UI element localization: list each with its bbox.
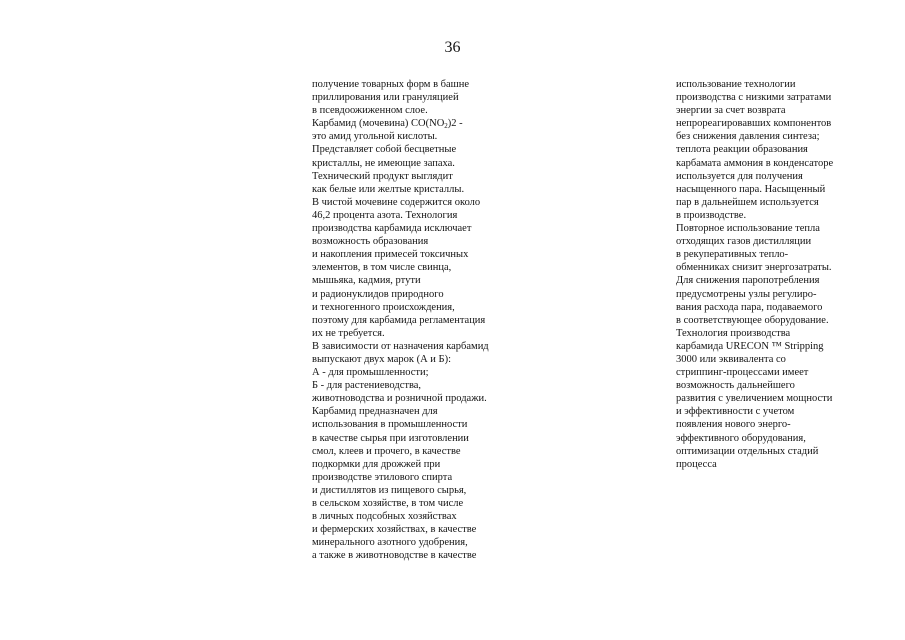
- text-line: обменниках снизит энергозатраты.: [676, 262, 832, 274]
- text-line: производства с низкими затратами: [676, 92, 832, 104]
- text-line: возможность дальнейшего: [676, 380, 795, 392]
- text-line: использования в промышленности: [312, 419, 468, 431]
- text-line: Представляет собой бесцветные: [312, 144, 457, 156]
- text-line: Технический продукт выглядит: [312, 170, 453, 182]
- text-line: производстве этилового спирта: [312, 471, 453, 483]
- text-line: теплота реакции образования: [676, 144, 808, 156]
- text-line: насыщенного пара. Насыщенный: [676, 183, 826, 195]
- text-line: Повторное использование тепла: [676, 223, 820, 235]
- text-line: без снижения давления синтеза;: [676, 131, 820, 143]
- text-line: поэтому для карбамида регламентация: [312, 314, 486, 326]
- text-line: элементов, в том числе свинца,: [312, 262, 452, 274]
- text-line: предусмотрены узлы регулиро-: [676, 288, 817, 300]
- text-line: Карбамид предназначен для: [312, 406, 438, 418]
- text-line: развития с увеличением мощности: [676, 393, 833, 405]
- text-line: пар в дальнейшем используется: [676, 196, 819, 208]
- text-line: и техногенного происхождения,: [312, 301, 455, 313]
- text-line: это амид угольной кислоты.: [312, 131, 438, 143]
- text-line: в псевдоожиженном слое.: [312, 105, 428, 117]
- text-line: карбамида URECON ™ Stripping: [676, 340, 824, 352]
- text-line: использование технологии: [676, 79, 796, 90]
- text-line: А - для промышленности;: [312, 367, 429, 379]
- text-line: и дистиллятов из пищевого сырья,: [312, 484, 467, 496]
- text-line: в производстве.: [676, 209, 747, 221]
- text-line: их не требуется.: [312, 327, 385, 339]
- subscript-text: 2: [444, 122, 448, 131]
- text-line: в соответствующее оборудование.: [676, 314, 829, 326]
- text-line: и радионуклидов природного: [312, 288, 444, 300]
- text-line: животноводства и розничной продажи.: [312, 393, 487, 405]
- text-line: смол, клеев и прочего, в качестве: [312, 445, 461, 457]
- text-line: получение товарных форм в башне: [312, 79, 470, 90]
- text-line: эффективного оборудования,: [676, 432, 806, 444]
- text-line: процесса: [676, 458, 717, 470]
- text-line: оптимизации отдельных стадий: [676, 445, 819, 457]
- text-line: приллирования или грануляцией: [312, 92, 459, 104]
- right-text-column: [676, 78, 846, 471]
- text-line: в качестве сырья при изготовлении: [312, 432, 469, 444]
- left-text-column: [312, 78, 512, 562]
- text-line: Для снижения паропотребления: [676, 275, 820, 287]
- text-line: карбамата аммония в конденсаторе: [676, 157, 834, 169]
- text-line: В зависимости от назначения карбамид: [312, 340, 489, 352]
- page-number: 36: [444, 39, 461, 56]
- text-line: кристаллы, не имеющие запаха.: [312, 157, 455, 169]
- text-line: Технология производства: [676, 327, 791, 339]
- text-line: энергии за счет возврата: [676, 105, 786, 117]
- text-line: мышьяка, кадмия, ртути: [312, 275, 421, 287]
- text-line: в рекуперативных тепло-: [676, 249, 789, 261]
- text-line: подкормки для дрожжей при: [312, 458, 441, 470]
- text-line: и накопления примесей токсичных: [312, 249, 469, 261]
- text-line: выпускают двух марок (А и Б):: [312, 353, 451, 365]
- text-line: [312, 117, 512, 130]
- text-line: В чистой мочевине содержится около: [312, 196, 481, 208]
- text-line: Б - для растениеводства,: [312, 380, 422, 392]
- text-line: в личных подсобных хозяйствах: [312, 511, 457, 523]
- text-line: в сельском хозяйстве, в том числе: [312, 498, 464, 509]
- text-line: производства карбамида исключает: [312, 223, 472, 235]
- text-line: используется для получения: [676, 170, 803, 182]
- text-line: непрореагировавших компонентов: [676, 118, 832, 130]
- text-line: минерального азотного удобрения,: [312, 537, 468, 549]
- text-line: появления нового энерго-: [676, 419, 791, 431]
- text-line: и эффективности с учетом: [676, 406, 795, 418]
- text-fragment: Карбамид (мочевина) CO(NO: [312, 118, 445, 130]
- text-line: 46,2 процента азота. Технология: [312, 209, 458, 221]
- text-line: отходящих газов дистилляции: [676, 236, 812, 248]
- text-line: стриппинг-процессами имеет: [676, 367, 809, 379]
- text-line: 3000 или эквивалента со: [676, 353, 786, 365]
- text-line: вания расхода пара, подаваемого: [676, 301, 823, 313]
- text-line: и фермерских хозяйствах, в качестве: [312, 524, 477, 536]
- text-line: а также в животноводстве в качестве: [312, 550, 477, 562]
- text-fragment: )2 -: [447, 118, 463, 130]
- text-line: как белые или желтые кристаллы.: [312, 183, 465, 195]
- text-line: возможность образования: [312, 236, 429, 248]
